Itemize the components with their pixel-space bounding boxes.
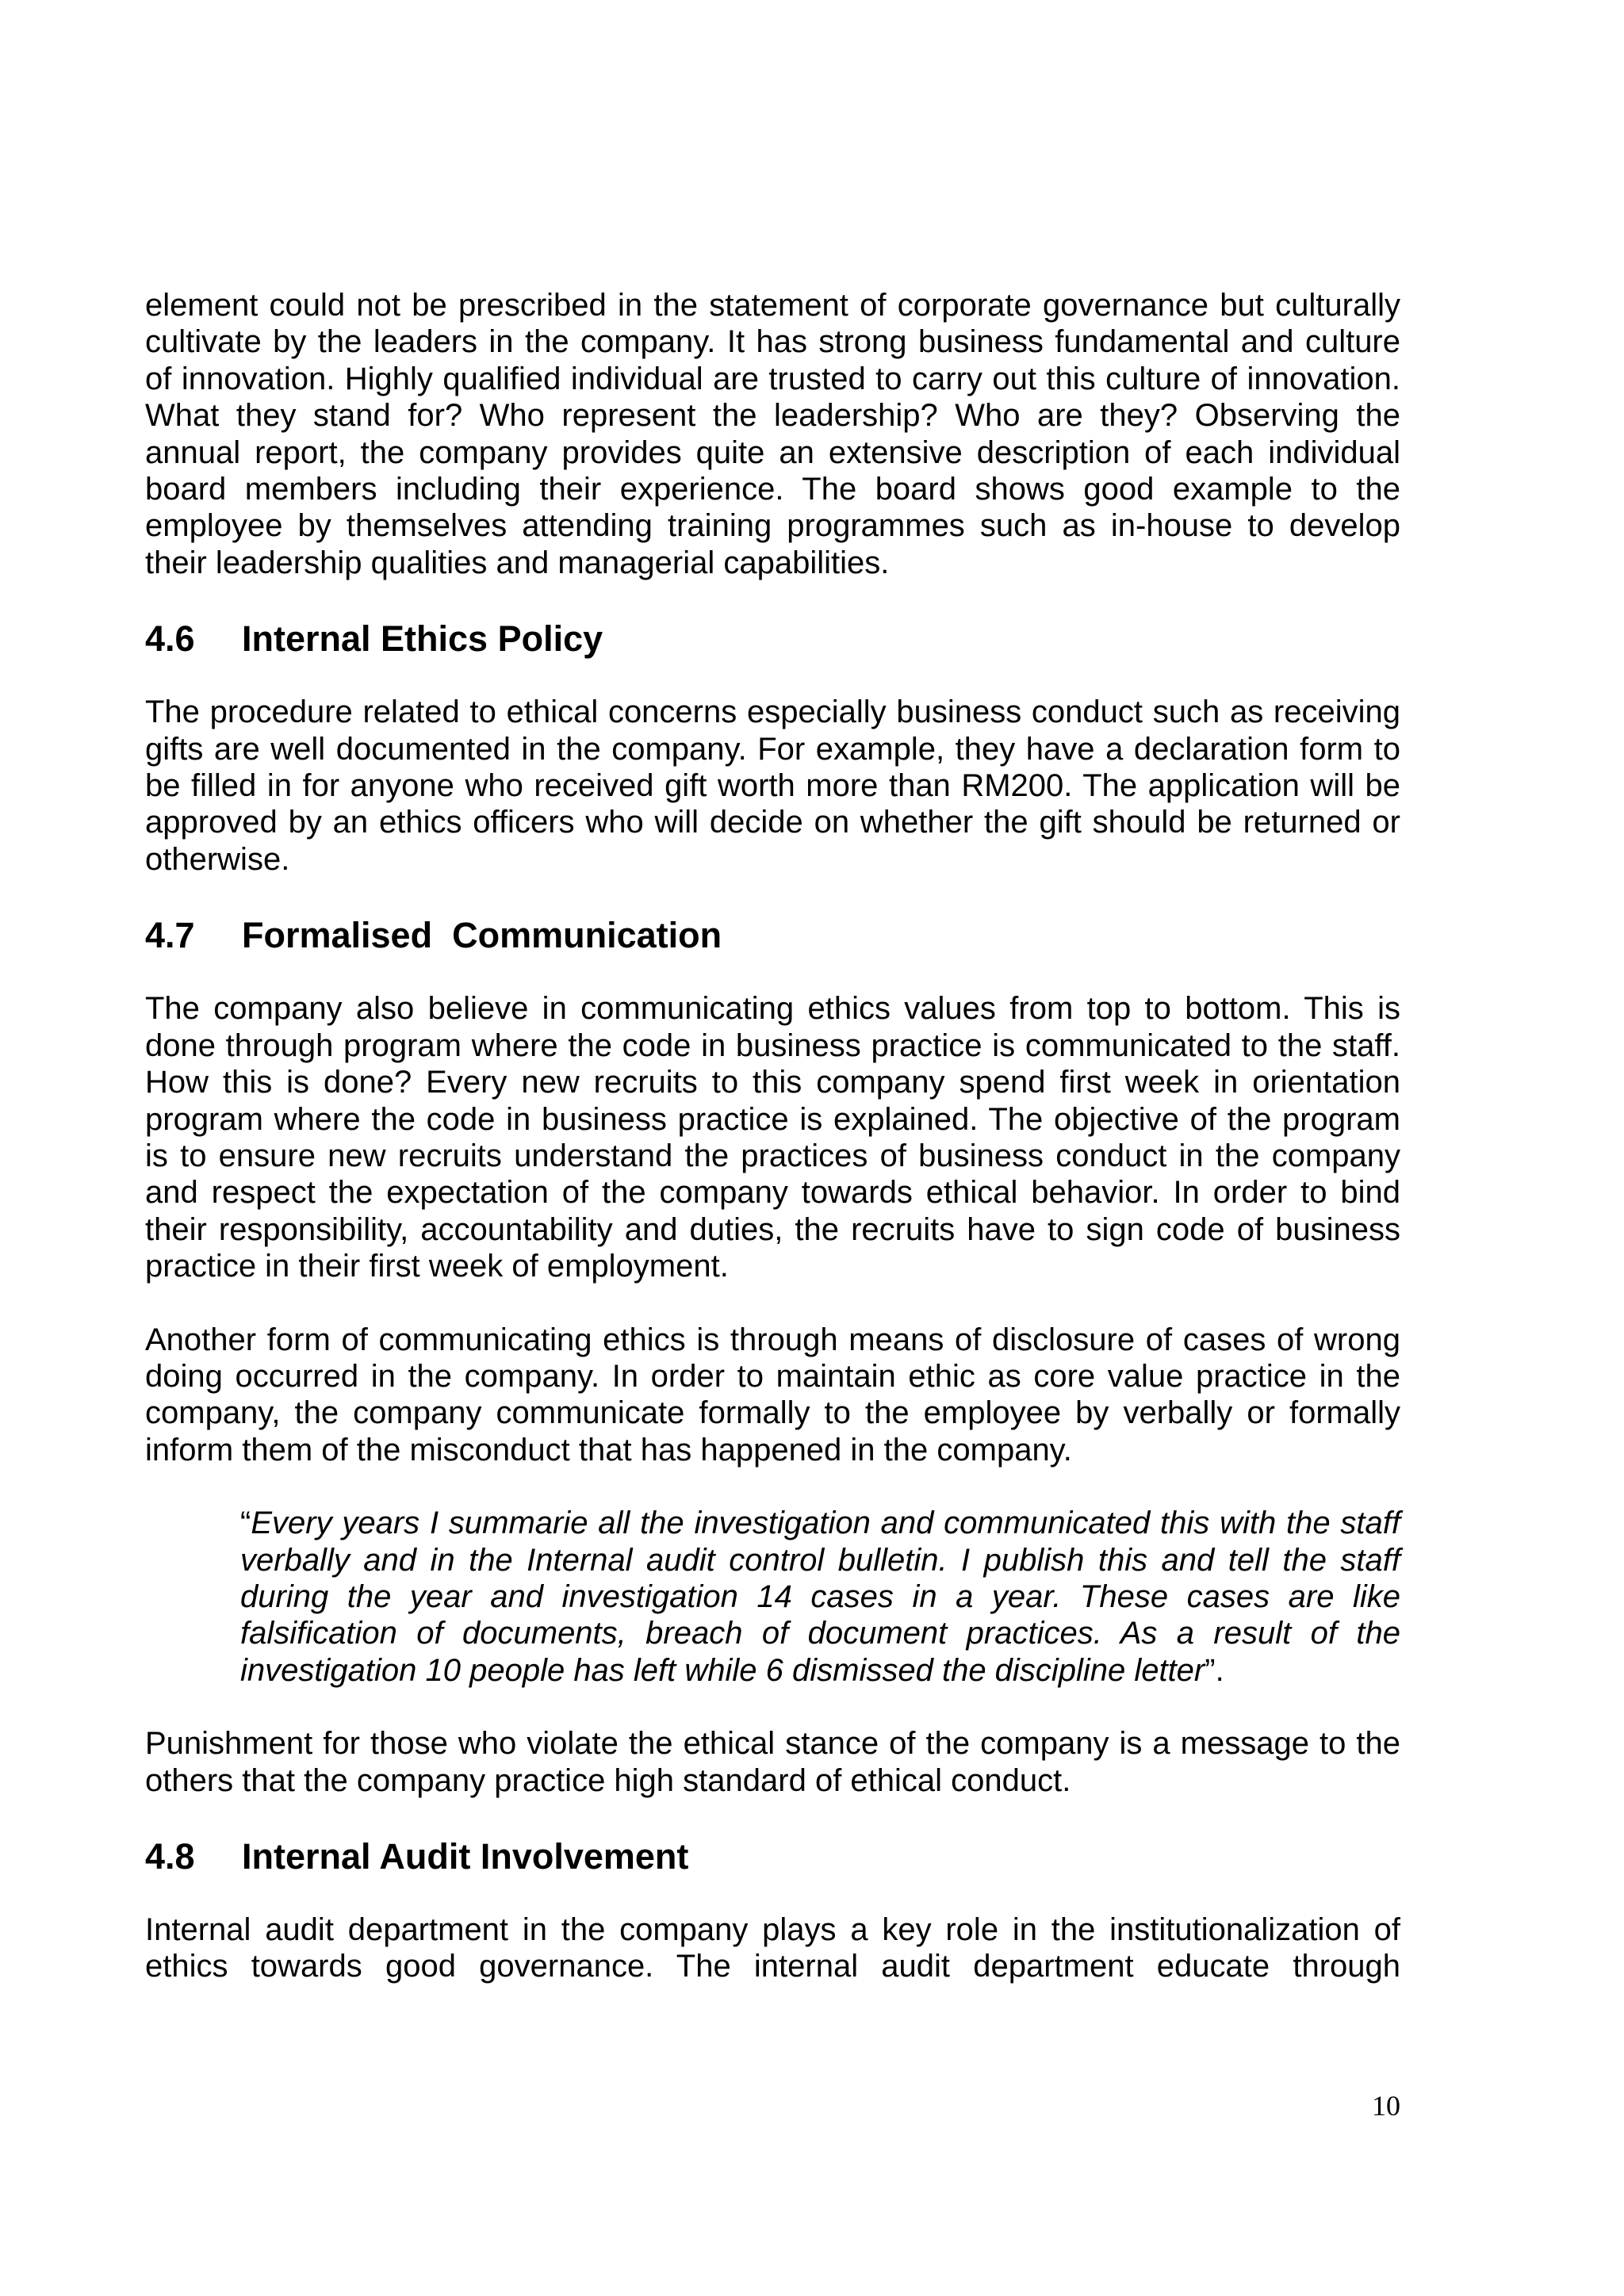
section-number: 4.8 (145, 1836, 195, 1877)
section-heading-4-8 (145, 1835, 1400, 1878)
page-number: 10 (1372, 2090, 1400, 2122)
section-title: Formalised Communication (242, 915, 722, 956)
paragraph-communication-2: Another form of communicating ethics is through means of disclosure of cases of wrong doing occurred in the company. In order to maintain ethic as core value practice in the company, the company communicate formally to the employee by verbally or formally inform them of the misconduct that has happened in the company. (145, 1322, 1400, 1468)
paragraph-audit: Internal audit department in the company plays a key role in the institutionalization of ethics towards good governance. The internal audit department educate through (145, 1912, 1400, 1984)
section-heading-4-7 (145, 914, 1400, 957)
quote-close-mark: ”. (1205, 1652, 1224, 1688)
paragraph-ethics-policy: The procedure related to ethical concerns especially business conduct such as receiving gifts are well documented in the company. For example, they have a declaration form to be filled in for anyone who received gift worth more than RM200. The application will be approved by an ethics officers who will decide on whether the gift should be returned or otherwise. (145, 695, 1400, 877)
quote-text: Every years I summarie all the investigation and communicated this with the staff verbally and in the Internal audit control bulletin. I publish this and tell the staff during the year and investigation 14 cases in a year. These cases are like falsification of documents, breach of document practices. As a result of the investigation 10 people has left while 6 dismissed the discipline letter (240, 1506, 1400, 1688)
section-heading-4-6 (145, 618, 1400, 660)
interview-quote (240, 1505, 1400, 1689)
document-page (145, 287, 1400, 1985)
paragraph-communication-1: The company also believe in communicating ethics values from top to bottom. This is done through program where the code in business practice is communicated to the staff. How this is done? Every new recruits to this company spend first week in orientation program where the code in business practice is explained. The objective of the program is to ensure new recruits understand the practices of business conduct in the company and respect the expectation of the company towards ethical behavior. In order to bind their responsibility, accountability and duties, the recruits have to sign code of business practice in their first week of employment. (145, 991, 1400, 1284)
section-title: Internal Ethics Policy (242, 618, 603, 660)
section-number: 4.7 (145, 915, 195, 956)
section-title: Internal Audit Involvement (242, 1836, 689, 1877)
section-number: 4.6 (145, 618, 195, 660)
paragraph-punishment: Punishment for those who violate the ethical stance of the company is a message to the others that the company practice high standard of ethical conduct. (145, 1726, 1400, 1798)
quote-open-mark: “ (240, 1506, 251, 1541)
paragraph-intro: element could not be prescribed in the statement of corporate governance but culturally cultivate by the leaders in the company. It has strong business fundamental and culture of innovation. Highly qualified individual are trusted to carry out this culture of innovation. What they stand for? Who represent the leadership? Who are they? Observing the annual report, the company provides quite an extensive description of each individual board members including their experience. The board shows good example to the employee by themselves attending training programmes such as in-house to develop their leadership qualities and managerial capabilities. (145, 288, 1400, 580)
